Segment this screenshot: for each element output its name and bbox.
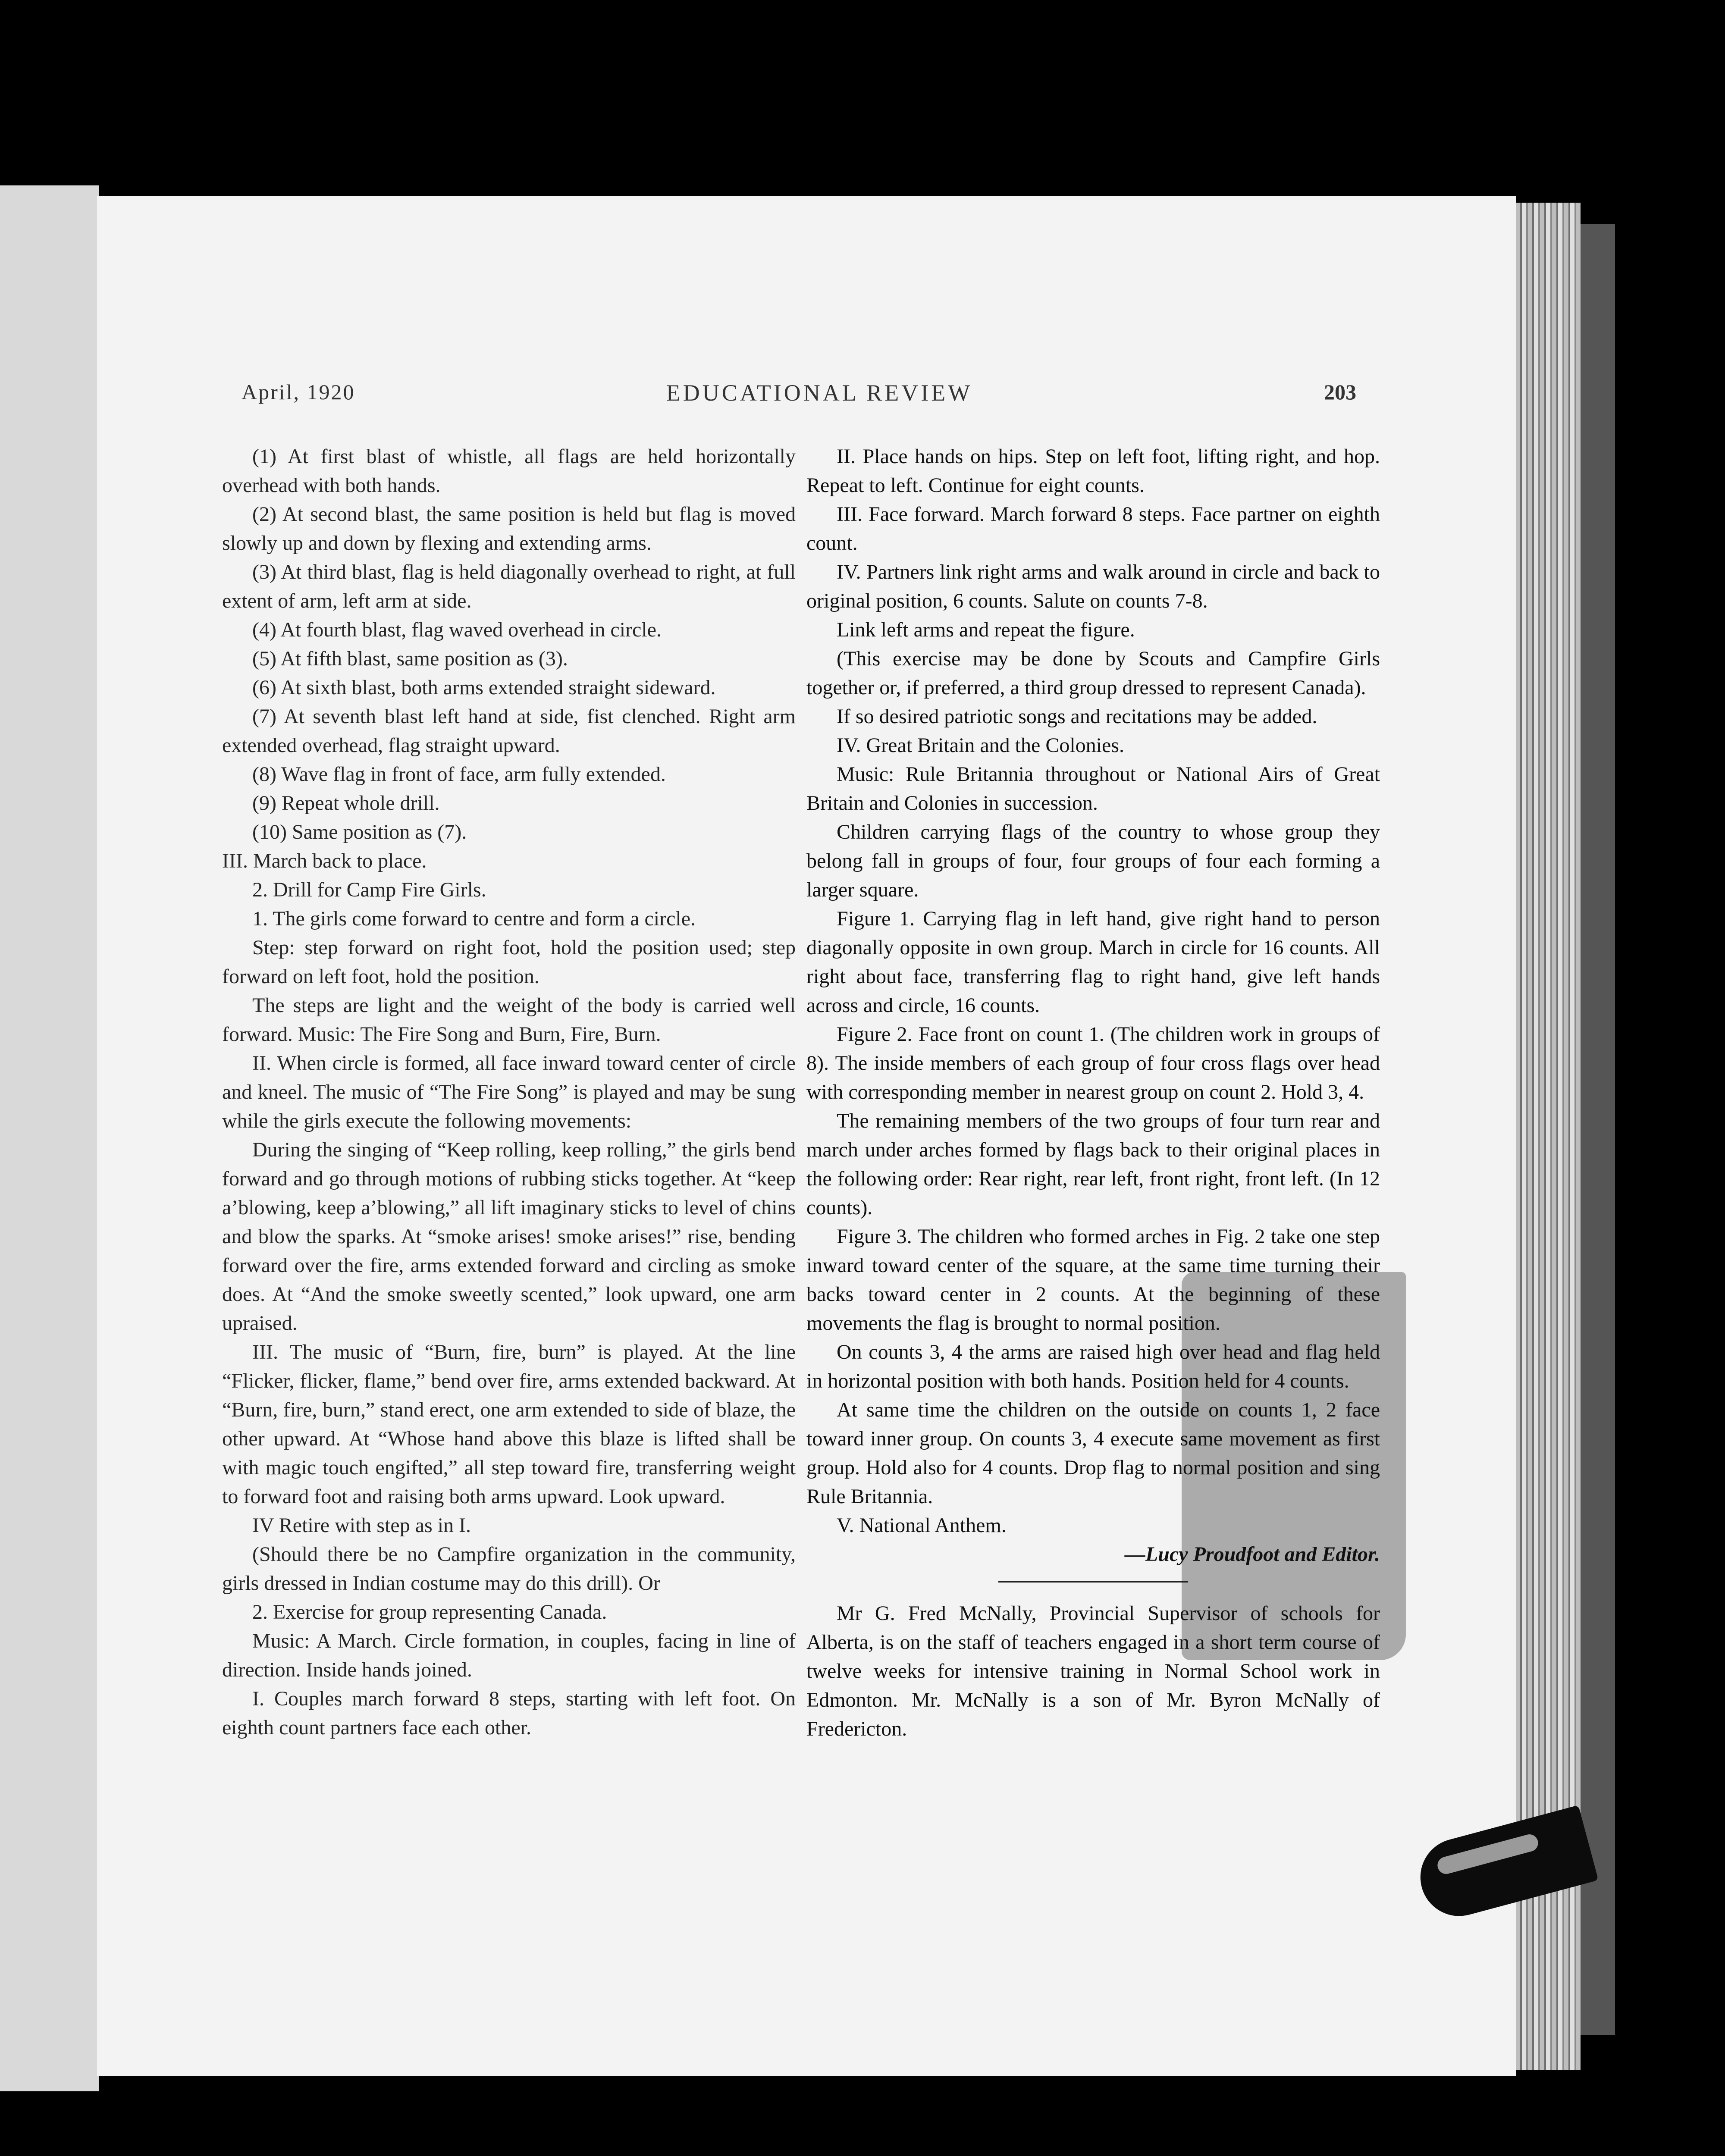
- left-column-paragraph: IV Retire with step as in I.: [252, 1514, 471, 1537]
- left-column-paragraph: 2. Exercise for group representing Canada.: [252, 1601, 607, 1623]
- left-column-paragraph: III. March back to place.: [222, 849, 427, 872]
- right-column-paragraph: IV. Partners link right arms and walk around in circle and back to original position, 6 counts. Salute on counts 7-8.: [806, 561, 1380, 612]
- left-column-paragraph: (8) Wave flag in front of face, arm fully extended.: [252, 763, 666, 786]
- left-column-paragraph: II. When circle is formed, all face inward toward center of circle and kneel. The music of “The Fire Song” is played and may be sung while the girls execute the following movements:: [222, 1052, 796, 1132]
- right-column-paragraph: Music: Rule Britannia throughout or National Airs of Great Britain and Colonies in succession.: [806, 763, 1380, 815]
- left-column-paragraph: (10) Same position as (7).: [252, 821, 467, 843]
- left-column-paragraph: III. The music of “Burn, fire, burn” is played. At the line “Flicker, flicker, flame,” bend over fire, arms extended backward. At “Burn, fire, burn,” stand erect, one arm extended to side of blaze, the other upward. At “Whose hand above this blaze is lifted shall be with magic touch engifted,” all step toward fire, transferring weight to forward foot and raising both arms upward. Look upward.: [222, 1341, 796, 1508]
- right-column-paragraph: III. Face forward. March forward 8 steps. Face partner on eighth count.: [806, 503, 1380, 555]
- left-column-paragraph: (6) At sixth blast, both arms extended straight sideward.: [252, 676, 716, 699]
- page-stack-edge: [1516, 203, 1581, 2070]
- right-column-paragraph: Figure 2. Face front on count 1. (The children work in groups of 8). The inside members of each group of four cross flags over head with corresponding member in nearest group on count 2. Hold 3, 4.: [806, 1023, 1380, 1103]
- left-column-paragraph: (3) At third blast, flag is held diagonally overhead to right, at full extent of arm, left arm at side.: [222, 561, 796, 612]
- section-divider: [998, 1581, 1188, 1583]
- left-column-paragraph: 1. The girls come forward to centre and form a circle.: [252, 907, 696, 930]
- left-column-paragraph: (2) At second blast, the same position is held but flag is moved slowly up and down by flexing and extending arms.: [222, 503, 796, 555]
- left-column-paragraph: (1) At first blast of whistle, all flags are held horizontally overhead with both hands.: [222, 445, 796, 497]
- right-column-paragraph: The remaining members of the two groups of four turn rear and march under arches formed by flags back to their original places in the following order: Rear right, rear left, front right, front left. (In 12 counts).: [806, 1109, 1380, 1219]
- left-column-paragraph: (5) At fifth blast, same position as (3).: [252, 647, 568, 670]
- right-column-paragraph: II. Place hands on hips. Step on left foot, lifting right, and hop. Repeat to left. Continue for eight counts.: [806, 445, 1380, 497]
- right-column-paragraph: Figure 1. Carrying flag in left hand, give right hand to person diagonally opposite in own group. March in circle for 16 counts. All right about face, transferring flag to right hand, give left hands across and circle, 16 counts.: [806, 907, 1380, 1017]
- article-signature: —Lucy Proudfoot and Editor.: [1124, 1543, 1380, 1566]
- left-text-column: [222, 442, 796, 1742]
- left-column-paragraph: (Should there be no Campfire organization in the community, girls dressed in Indian costume may do this drill). Or: [222, 1543, 796, 1595]
- right-column-paragraph: (This exercise may be done by Scouts and Campfire Girls together or, if preferred, a third group dressed to represent Canada).: [806, 647, 1380, 699]
- right-column-paragraph: V. National Anthem.: [837, 1514, 1007, 1537]
- left-column-paragraph: During the singing of “Keep rolling, keep rolling,” the girls bend forward and go through motions of rubbing sticks together. At “keep a’blowing, keep a’blowing,” all lift imaginary sticks to level of chins and blow the sparks. At “smoke arises! smoke arises!” rise, bending forward over the fire, arms extended forward and circling as smoke does. At “And the smoke sweetly scented,” look upward, one arm upraised.: [222, 1138, 796, 1335]
- right-column-paragraphs: [806, 442, 1380, 1540]
- left-column-paragraph: (7) At seventh blast left hand at side, fist clenched. Right arm extended overhead, flag straight upward.: [222, 705, 796, 757]
- book-binding-shadow: [1581, 224, 1615, 2035]
- left-page-edge: [0, 185, 99, 2091]
- page-number: 203: [1324, 380, 1356, 404]
- right-column-paragraph: Children carrying flags of the country to whose group they belong fall in groups of four, four groups of four each forming a larger square.: [806, 821, 1380, 901]
- left-column-paragraph: Step: step forward on right foot, hold the position used; step forward on left foot, hold the position.: [222, 936, 796, 988]
- right-column-paragraph: At same time the children on the outside on counts 1, 2 face toward inner group. On counts 3, 4 execute same movement as first group. Hold also for 4 counts. Drop flag to normal position and sing Rule Britannia.: [806, 1398, 1380, 1508]
- publication-title: EDUCATIONAL REVIEW: [666, 380, 973, 406]
- right-column-paragraph: If so desired patriotic songs and recitations may be added.: [837, 705, 1317, 728]
- left-column-paragraph: (4) At fourth blast, flag waved overhead in circle.: [252, 618, 662, 641]
- left-column-paragraph: Music: A March. Circle formation, in couples, facing in line of direction. Inside hands joined.: [222, 1630, 796, 1681]
- news-item: Mr G. Fred McNally, Provincial Supervisor of schools for Alberta, is on the staff of teachers engaged in a short term course of twelve weeks for intensive training in Normal School work in Edmonton. Mr. McNally is a son of Mr. Byron McNally of Fredericton.: [806, 1602, 1380, 1740]
- right-column-paragraph: Figure 3. The children who formed arches in Fig. 2 take one step inward toward center of the square, at the same time turning their backs toward center in 2 counts. At the beginning of these movements the flag is brought to normal position.: [806, 1225, 1380, 1335]
- left-column-paragraph: (9) Repeat whole drill.: [252, 792, 440, 815]
- left-column-paragraph: 2. Drill for Camp Fire Girls.: [252, 878, 486, 901]
- right-column-paragraph: IV. Great Britain and the Colonies.: [837, 734, 1124, 757]
- issue-date: April, 1920: [242, 380, 355, 404]
- right-column-paragraph: On counts 3, 4 the arms are raised high over head and flag held in horizontal position with both hands. Position held for 4 counts.: [806, 1341, 1380, 1392]
- left-column-paragraph: I. Couples march forward 8 steps, starting with left foot. On eighth count partners face each other.: [222, 1687, 796, 1739]
- right-text-column: [806, 442, 1380, 1743]
- right-column-paragraph: Link left arms and repeat the figure.: [837, 618, 1135, 641]
- left-column-paragraph: The steps are light and the weight of the body is carried well forward. Music: The Fire Song and Burn, Fire, Burn.: [222, 994, 796, 1046]
